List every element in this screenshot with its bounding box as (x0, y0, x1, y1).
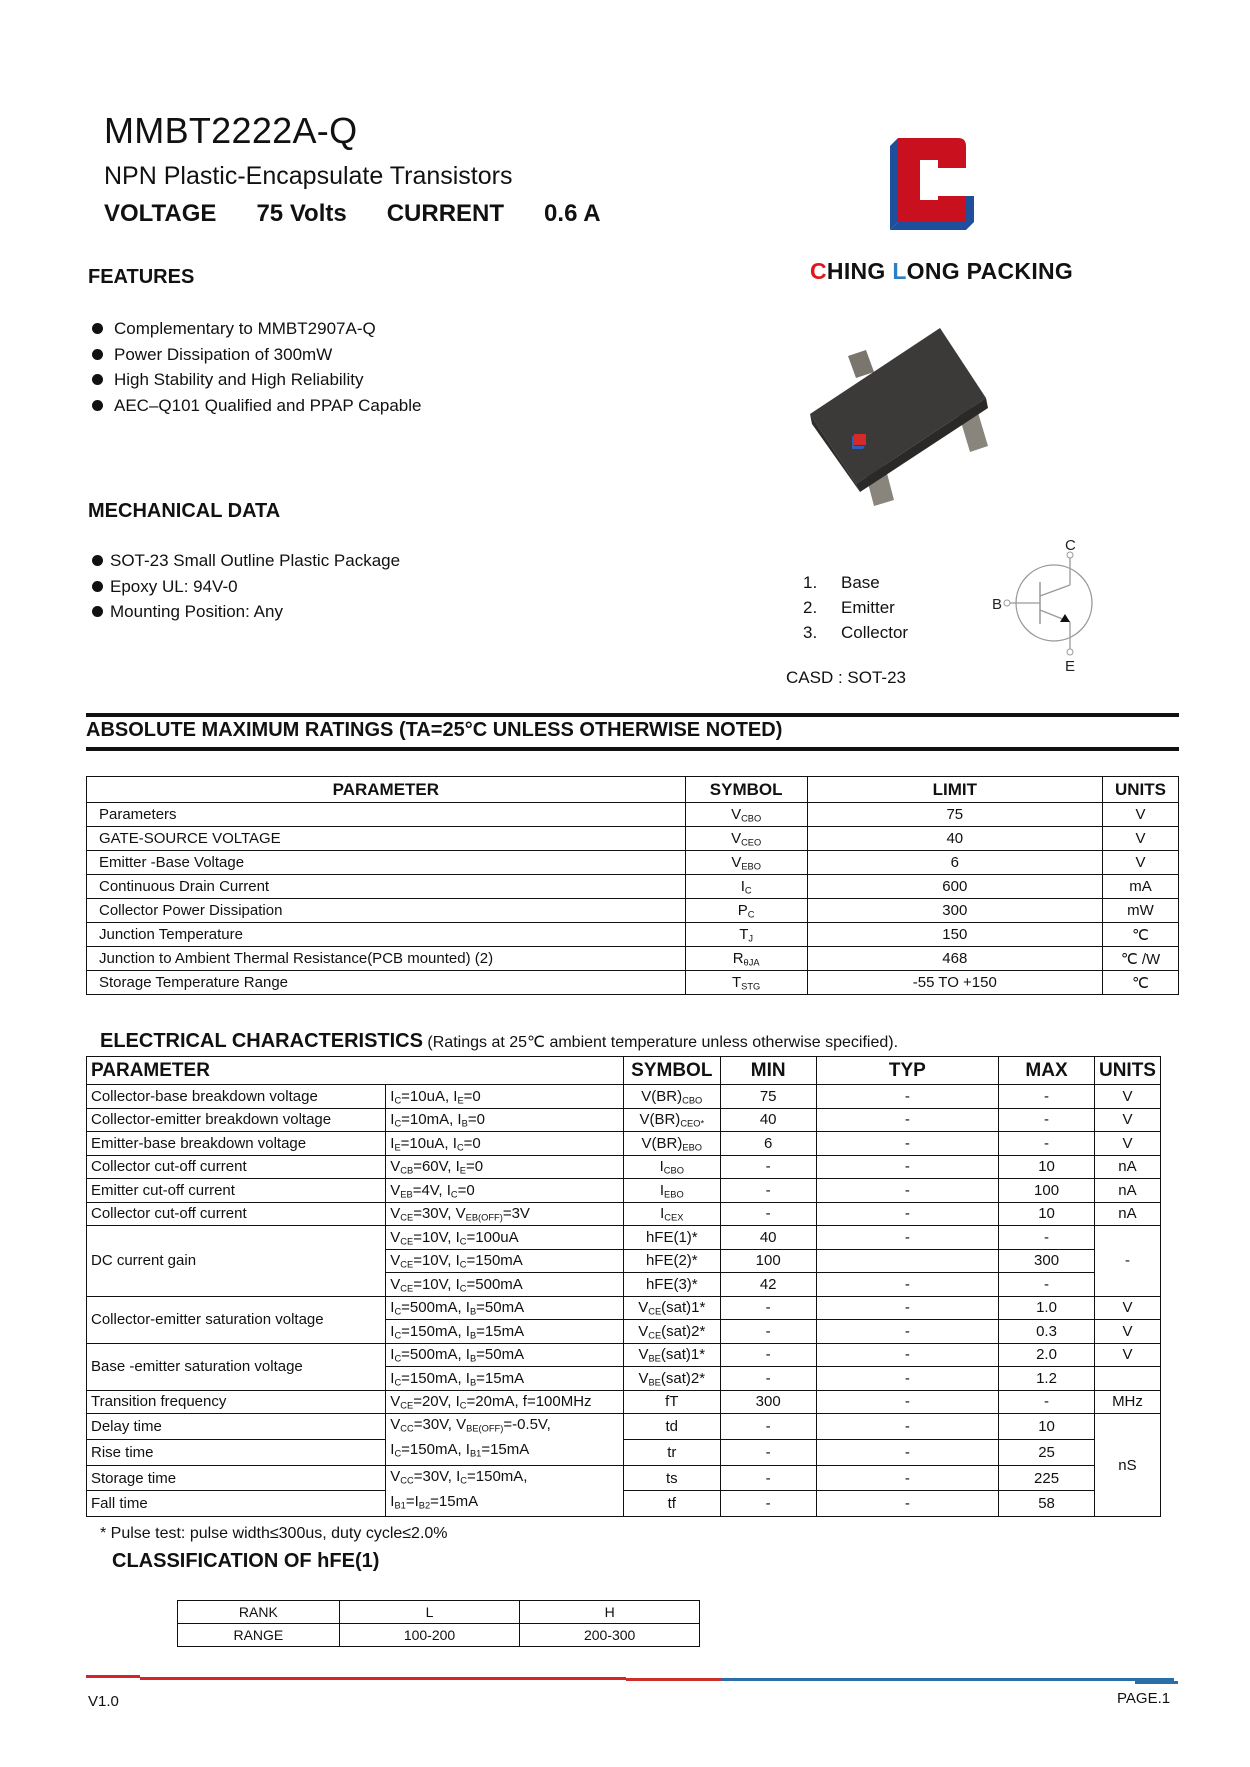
symbol-cell: $P_C$ (685, 899, 807, 923)
symbol-cell: $V_{CEO}$ (685, 827, 807, 851)
param-cell: Parameters (87, 803, 686, 827)
unit-cell: V (1094, 1296, 1160, 1320)
table-row (87, 1155, 1161, 1179)
divider (86, 747, 1179, 751)
unit-cell: V (1094, 1343, 1160, 1367)
company-logo-icon (880, 134, 980, 230)
min-cell: - (720, 1202, 816, 1226)
param-cell: Collector-emitter saturation voltage (87, 1296, 386, 1343)
unit-cell: nS (1094, 1414, 1160, 1517)
min-cell: - (720, 1320, 816, 1344)
typ-cell: - (816, 1465, 999, 1491)
sot23-package-image (790, 310, 1010, 510)
symbol-cell: $V_{CBO}$ (685, 803, 807, 827)
mechanical-text: Mounting Position: Any (110, 602, 283, 621)
cell: RANGE (178, 1624, 340, 1647)
table-row (87, 899, 1179, 923)
condition-cell: $V_{CE}=20V$, $I_C=20mA$, f=100MHz (386, 1390, 624, 1414)
pin-name: Emitter (841, 598, 895, 617)
voltage-value: 75 Volts (256, 200, 347, 227)
param-cell: Emitter-base breakdown voltage (87, 1132, 386, 1156)
unit-cell: V (1102, 803, 1178, 827)
unit-cell (1094, 1367, 1160, 1391)
typ-cell: - (816, 1273, 999, 1297)
table-row (87, 971, 1179, 995)
mechanical-item (92, 574, 400, 600)
max-cell: - (999, 1273, 1095, 1297)
electrical-table (86, 1056, 1161, 1517)
condition-cell: $V_{CB}=60V$, $I_E=0$ (386, 1155, 624, 1179)
condition-cell: $I_C=10mA$, $I_B=0$ (386, 1108, 624, 1132)
base-label: B (992, 596, 1003, 613)
condition-cell: $V_{CE}=10V$, $I_C=500mA$ (386, 1273, 624, 1297)
table-row (87, 875, 1179, 899)
param-cell: Collector cut-off current (87, 1202, 386, 1226)
param-cell: Emitter cut-off current (87, 1179, 386, 1203)
min-cell: - (720, 1296, 816, 1320)
max-cell: 100 (999, 1179, 1095, 1203)
part-number-title: MMBT2222A-Q (104, 110, 358, 151)
table-row (87, 1085, 1161, 1109)
feature-item (92, 342, 421, 368)
table-row (87, 1132, 1161, 1156)
param-cell: DC current gain (87, 1226, 386, 1297)
footer-rule-blue (722, 1678, 1174, 1681)
unit-cell: MHz (1094, 1390, 1160, 1414)
bullet-icon (92, 349, 103, 360)
condition-cell: $I_C=150mA$, $I_B=15mA$ (386, 1367, 624, 1391)
min-cell: 75 (720, 1085, 816, 1109)
table-row (87, 1296, 1161, 1320)
table-row (87, 1108, 1161, 1132)
condition-cell: $V_{CE}=10V$, $I_C=150mA$ (386, 1249, 624, 1273)
abs-max-title: ABSOLUTE MAXIMUM RATINGS (TA=25°C UNLESS OTHERWISE NOTED) (86, 719, 783, 741)
typ-cell: - (816, 1226, 999, 1250)
symbol-cell: tf (623, 1491, 720, 1517)
table-row (87, 1202, 1161, 1226)
unit-cell: nA (1094, 1202, 1160, 1226)
features-title: FEATURES (88, 266, 195, 288)
cell: 100-200 (339, 1624, 520, 1647)
symbol-cell: $V(BR)_{CEO*}$ (623, 1108, 720, 1132)
condition-cell: $I_C=500mA$, $I_B=50mA$ (386, 1296, 624, 1320)
emitter-label: E (1065, 658, 1076, 675)
max-cell: - (999, 1132, 1095, 1156)
bullet-icon (92, 555, 103, 566)
footer-rule-red (86, 1675, 140, 1678)
pin-name: Base (841, 573, 880, 592)
typ-cell: - (816, 1439, 999, 1465)
table-row (87, 1390, 1161, 1414)
symbol-cell: hFE(2)* (623, 1249, 720, 1273)
typ-cell: - (816, 1108, 999, 1132)
classification-table (177, 1600, 700, 1647)
symbol-cell: $V_{CE}(sat)2*$ (623, 1320, 720, 1344)
typ-cell: - (816, 1367, 999, 1391)
param-cell: Continuous Drain Current (87, 875, 686, 899)
condition-cell: $V_{CC}=30V$, $I_C=150mA$, $I_{B1}=I_{B2}=15mA$ (386, 1465, 624, 1517)
feature-text: Complementary to MMBT2907A-Q (114, 319, 376, 338)
pin-number: 2. (803, 598, 818, 617)
table-header-row (87, 777, 1179, 803)
param-cell: Collector-emitter breakdown voltage (87, 1108, 386, 1132)
bullet-icon (92, 374, 103, 385)
typ-cell: - (816, 1343, 999, 1367)
symbol-cell: $T_J$ (685, 923, 807, 947)
mechanical-text: SOT-23 Small Outline Plastic Package (110, 551, 401, 570)
electrical-title-note: (Ratings at 25℃ ambient temperature unless otherwise specified). (422, 1034, 899, 1051)
pin-row (803, 595, 908, 620)
header-symbol: SYMBOL (623, 1057, 720, 1085)
current-label: CURRENT (386, 200, 505, 227)
voltage-label: VOLTAGE (104, 200, 217, 227)
typ-cell: - (816, 1320, 999, 1344)
unit-cell: ℃ (1102, 971, 1178, 995)
limit-cell: 468 (807, 947, 1102, 971)
symbol-cell: hFE(3)* (623, 1273, 720, 1297)
cell: L (339, 1601, 520, 1624)
limit-cell: 600 (807, 875, 1102, 899)
current-value: 0.6 A (544, 200, 601, 227)
symbol-cell: $I_{CEX}$ (623, 1202, 720, 1226)
pin-row (803, 570, 908, 595)
electrical-title-text: ELECTRICAL CHARACTERISTICS (100, 1030, 423, 1052)
param-cell: Junction Temperature (87, 923, 686, 947)
divider (86, 713, 1179, 717)
limit-cell: 40 (807, 827, 1102, 851)
pin-number: 1. (803, 573, 818, 592)
max-cell: 58 (999, 1491, 1095, 1517)
max-cell: - (999, 1085, 1095, 1109)
unit-cell: mW (1102, 899, 1178, 923)
unit-cell: V (1102, 851, 1178, 875)
cell: RANK (178, 1601, 340, 1624)
min-cell: 42 (720, 1273, 816, 1297)
condition-cell: $I_C=150mA$, $I_B=15mA$ (386, 1320, 624, 1344)
feature-text: AEC–Q101 Qualified and PPAP Capable (114, 395, 422, 415)
min-cell: 300 (720, 1390, 816, 1414)
typ-cell: - (816, 1202, 999, 1226)
version-label: V1.0 (88, 1693, 119, 1710)
limit-cell: -55 TO +150 (807, 971, 1102, 995)
symbol-cell: $V(BR)_{EBO}$ (623, 1132, 720, 1156)
typ-cell (816, 1249, 999, 1273)
param-cell: Collector Power Dissipation (87, 899, 686, 923)
typ-cell: - (816, 1491, 999, 1517)
max-cell: 300 (999, 1249, 1095, 1273)
mechanical-item (92, 548, 400, 574)
table-header-row (87, 1057, 1161, 1085)
collector-label: C (1065, 540, 1076, 554)
feature-text: Power Dissipation of 300mW (114, 344, 333, 364)
table-row (87, 923, 1179, 947)
typ-cell: - (816, 1132, 999, 1156)
condition-cell: $V_{CE}=10V$, $I_C=100uA$ (386, 1226, 624, 1250)
unit-cell: V (1094, 1132, 1160, 1156)
header-units: UNITS (1094, 1057, 1160, 1085)
symbol-cell: $R_{\theta JA}$ (685, 947, 807, 971)
max-cell: - (999, 1108, 1095, 1132)
cell: H (520, 1601, 700, 1624)
table-row (87, 1414, 1161, 1440)
typ-cell: - (816, 1390, 999, 1414)
min-cell: 40 (720, 1108, 816, 1132)
max-cell: 25 (999, 1439, 1095, 1465)
symbol-cell: fT (623, 1390, 720, 1414)
header-max: MAX (999, 1057, 1095, 1085)
footer-rule-red (140, 1677, 626, 1680)
typ-cell: - (816, 1155, 999, 1179)
electrical-title (100, 1030, 898, 1053)
feature-item (92, 316, 421, 342)
unit-cell: V (1094, 1085, 1160, 1109)
symbol-cell: $V(BR)_{CBO}$ (623, 1085, 720, 1109)
header-parameter: PARAMETER (87, 1057, 624, 1085)
max-cell: 10 (999, 1155, 1095, 1179)
symbol-cell: $I_C$ (685, 875, 807, 899)
table-row (87, 1439, 1161, 1465)
param-cell: Transition frequency (87, 1390, 386, 1414)
table-row (87, 1343, 1161, 1367)
min-cell: 100 (720, 1249, 816, 1273)
table-row (87, 1491, 1161, 1517)
features-list (92, 316, 421, 418)
symbol-cell: $V_{EBO}$ (685, 851, 807, 875)
min-cell: - (720, 1343, 816, 1367)
table-row (87, 803, 1179, 827)
footer-rule-red (626, 1678, 722, 1681)
unit-cell: ℃ (1102, 923, 1178, 947)
feature-item (92, 367, 421, 393)
table-row (178, 1601, 700, 1624)
brand-letter-c: C (810, 258, 827, 284)
max-cell: 2.0 (999, 1343, 1095, 1367)
symbol-cell: $V_{BE}(sat)1*$ (623, 1343, 720, 1367)
min-cell: - (720, 1491, 816, 1517)
mechanical-title: MECHANICAL DATA (88, 500, 281, 522)
param-cell: Collector-base breakdown voltage (87, 1085, 386, 1109)
classification-title: CLASSIFICATION OF hFE(1) (112, 1550, 380, 1572)
param-cell: Junction to Ambient Thermal Resistance(PCB mounted) (2) (87, 947, 686, 971)
condition-cell: $I_C=500mA$, $I_B=50mA$ (386, 1343, 624, 1367)
feature-item (92, 393, 421, 419)
bullet-icon (92, 581, 103, 592)
table-row (87, 851, 1179, 875)
limit-cell: 6 (807, 851, 1102, 875)
param-cell: Delay time (87, 1414, 386, 1440)
bullet-icon (92, 323, 103, 334)
condition-cell: $V_{CE}=30V$, $V_{EB(OFF)}=3V$ (386, 1202, 624, 1226)
condition-cell: $V_{EB}=4V$, $I_C=0$ (386, 1179, 624, 1203)
condition-cell: $I_E=10uA$, $I_C=0$ (386, 1132, 624, 1156)
mechanical-list (92, 548, 400, 625)
condition-cell: $V_{CC}=30V$, $V_{BE(OFF)}=-0.5V$, $I_C=150mA$, $I_{B1}=15mA$ (386, 1414, 624, 1466)
pin-name: Collector (841, 623, 909, 642)
header-typ: TYP (816, 1057, 999, 1085)
unit-cell: ℃ /W (1102, 947, 1178, 971)
table-row (87, 1465, 1161, 1491)
bullet-icon (92, 400, 103, 411)
unit-cell: V (1094, 1320, 1160, 1344)
param-cell: Fall time (87, 1491, 386, 1517)
max-cell: - (999, 1226, 1095, 1250)
symbol-cell: ts (623, 1465, 720, 1491)
mechanical-item (92, 599, 400, 625)
limit-cell: 150 (807, 923, 1102, 947)
table-row (178, 1624, 700, 1647)
cell: 200-300 (520, 1624, 700, 1647)
brand-part2: ONG PACKING (906, 258, 1074, 284)
symbol-cell: hFE(1)* (623, 1226, 720, 1250)
symbol-cell: $V_{CE}(sat)1*$ (623, 1296, 720, 1320)
condition-cell: $I_C=10uA$, $I_E=0$ (386, 1085, 624, 1109)
limit-cell: 300 (807, 899, 1102, 923)
feature-text: High Stability and High Reliability (114, 370, 364, 389)
symbol-cell: $I_{CBO}$ (623, 1155, 720, 1179)
min-cell: - (720, 1465, 816, 1491)
pulse-test-note: * Pulse test: pulse width≤300us, duty cycle≤2.0% (100, 1525, 448, 1542)
pin-row (803, 620, 908, 645)
unit-cell: nA (1094, 1179, 1160, 1203)
typ-cell: - (816, 1179, 999, 1203)
unit-cell: - (1094, 1226, 1160, 1297)
max-cell: 0.3 (999, 1320, 1095, 1344)
symbol-cell: $V_{BE}(sat)2*$ (623, 1367, 720, 1391)
param-cell: GATE-SOURCE VOLTAGE (87, 827, 686, 851)
param-cell: Base -emitter saturation voltage (87, 1343, 386, 1390)
page-number: PAGE.1 (1117, 1690, 1171, 1707)
min-cell: - (720, 1155, 816, 1179)
symbol-cell: $T_{STG}$ (685, 971, 807, 995)
param-cell: Emitter -Base Voltage (87, 851, 686, 875)
header-min: MIN (720, 1057, 816, 1085)
table-row (87, 947, 1179, 971)
unit-cell: nA (1094, 1155, 1160, 1179)
param-cell: Storage Temperature Range (87, 971, 686, 995)
footer-rule-blue (1135, 1681, 1178, 1684)
header-units: UNITS (1102, 777, 1178, 803)
max-cell: - (999, 1390, 1095, 1414)
unit-cell: V (1094, 1108, 1160, 1132)
unit-cell: V (1102, 827, 1178, 851)
max-cell: 225 (999, 1465, 1095, 1491)
min-cell: - (720, 1439, 816, 1465)
param-cell: Rise time (87, 1439, 386, 1465)
brand-letter-l: L (892, 258, 907, 284)
param-cell: Storage time (87, 1465, 386, 1491)
npn-transistor-symbol-icon (990, 540, 1110, 675)
symbol-cell: td (623, 1414, 720, 1440)
mechanical-text: Epoxy UL: 94V-0 (110, 576, 238, 596)
min-cell: - (720, 1414, 816, 1440)
brand-part1: HING (826, 258, 893, 284)
min-cell: - (720, 1179, 816, 1203)
header-symbol: SYMBOL (685, 777, 807, 803)
pin-number: 3. (803, 623, 818, 642)
min-cell: - (720, 1367, 816, 1391)
spec-line (104, 200, 631, 228)
part-description: NPN Plastic-Encapsulate Transistors (104, 162, 513, 190)
header-parameter: PARAMETER (87, 777, 686, 803)
typ-cell: - (816, 1085, 999, 1109)
min-cell: 6 (720, 1132, 816, 1156)
table-row (87, 1179, 1161, 1203)
typ-cell: - (816, 1296, 999, 1320)
max-cell: 10 (999, 1202, 1095, 1226)
min-cell: 40 (720, 1226, 816, 1250)
typ-cell: - (816, 1414, 999, 1440)
table-row (87, 827, 1179, 851)
max-cell: 1.2 (999, 1367, 1095, 1391)
symbol-cell: $I_{EBO}$ (623, 1179, 720, 1203)
header-limit: LIMIT (807, 777, 1102, 803)
max-cell: 1.0 (999, 1296, 1095, 1320)
unit-cell: mA (1102, 875, 1178, 899)
bullet-icon (92, 606, 103, 617)
pin-list (803, 570, 908, 645)
table-row (87, 1226, 1161, 1250)
case-type: CASD : SOT-23 (786, 668, 906, 687)
symbol-cell: tr (623, 1439, 720, 1465)
abs-max-table (86, 776, 1179, 995)
param-cell: Collector cut-off current (87, 1155, 386, 1179)
max-cell: 10 (999, 1414, 1095, 1440)
limit-cell: 75 (807, 803, 1102, 827)
company-name (810, 258, 1073, 285)
